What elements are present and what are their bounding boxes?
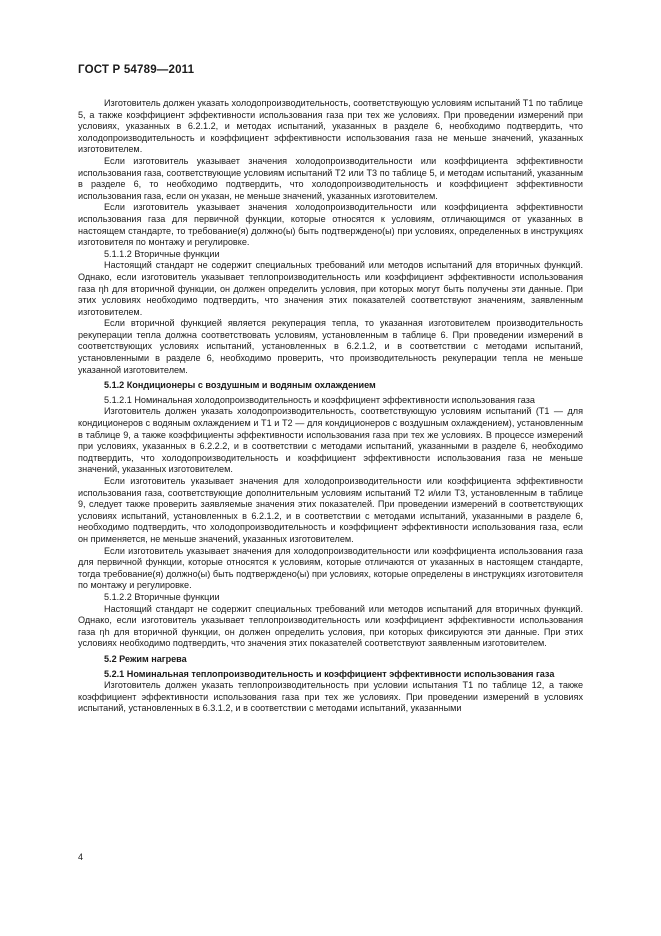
page-number: 4 [78, 852, 84, 862]
section-heading: 5.2.1 Номинальная теплопроизводительность и коэффициент эффективности использования газа [104, 668, 555, 679]
paragraph: Если вторичной функцией является рекуперация тепла, то указанная изготовителем производительность рекуперации тепла должна соответствовать условиям, установленным в таблице 6. При проведении измерений в соответствующих условиях испытаний, установленных в 6.2.1.2, и в соответствии с методами испытаний, установленными в разделе 6, необходимо проверить, что производительность рекуперации тепла не меньше указанной изготовителем. [78, 318, 583, 375]
subsection-heading: 5.1.1.2 Вторичные функции [104, 248, 220, 259]
section-heading: 5.1.2 Кондиционеры с воздушным и водяным охлаждением [104, 380, 376, 391]
paragraph: Если изготовитель указывает значения для холодопроизводительности или коэффициента эффективности использования газа, соответствующие дополнительным условиям испытаний Т2 и/или Т3, установленным в таблице 9, следует также проверить заявляемые значения этих показателей. При проведении измерений в соответствующих условиях испытаний, установленных в 6.2.1.2, и в соответствии с методами испытаний, указанными в разделе 6, необходимо подтвердить, что холодопроизводительность и коэффициент эффективности использования газа, если он применяется, не меньше значений, указанных изготовителем. [78, 476, 583, 544]
paragraph: Изготовитель должен указать теплопроизводительность при условии испытания Т1 по таблице 12, а также коэффициент эффективности использования газа при тех же условиях. При проведении измерений в условиях испытаний, установленных в 6.3.1.2, и в соответствии с методами испытаний, указанными [78, 680, 583, 714]
paragraph: Если изготовитель указывает значения для холодопроизводительности или коэффициента использования газа для первичной функции, которые относятся к условиям, которые отличаются от указанных в настоящем стандарте, тогда требование(я) должно(ы) быть подтверждено(ы) при условиях, которые определены в инструкциях изготовителя по монтажу и регулировке. [78, 545, 583, 591]
document-body [78, 98, 583, 715]
subsection-heading: 5.1.2.1 Номинальная холодопроизводительность и коэффициент эффективности использования газа [104, 394, 535, 405]
paragraph: Настоящий стандарт не содержит специальных требований или методов испытаний для вторичных функций. Однако, если изготовитель указывает теплопроизводительность или коэффициент эффективности использования газа ηh для вторичной функции, он должен определить условия, при которых фиксируются эти данные. При этих условиях необходимо подтвердить, что значения этих показателей соответствуют заявленным изготовителем. [78, 603, 583, 649]
document-header: ГОСТ Р 54789—2011 [78, 64, 195, 76]
subsection-heading: 5.1.2.2 Вторичные функции [104, 591, 220, 602]
section-heading: 5.2 Режим нагрева [104, 653, 187, 664]
paragraph: Изготовитель должен указать холодопроизводительность, соответствующую условиям испытаний Т1 по таблице 5, а также коэффициент эффективности использования газа при тех же условиях. При проведении измерений при условиях, указанных в 6.2.1.2, и методах испытаний, указанных в разделе 6, необходимо подтвердить, что холодопроизводительность и коэффициент эффективности использования газа не меньше значений, указанных изготовителем. [78, 98, 583, 155]
paragraph: Изготовитель должен указать холодопроизводительность, соответствующую условиям испытаний (Т1 — для кондиционеров с водяным охлаждением и Т1 и Т2 — для кондиционеров с воздушным охлаждением), установленным в таблице 9, а также коэффициенты эффективности использования газа при тех же условиях. В процессе измерений при условиях, указанных в 6.2.2.2, и в соответствии с методами испытаний, указанными в разделе 6, необходимо подтвердить, что холодопроизводительность и коэффициент эффективности использования газа не меньше значений, указанных изготовителем. [78, 406, 583, 475]
paragraph: Настоящий стандарт не содержит специальных требований или методов испытаний для вторичных функций. Однако, если изготовитель указывает теплопроизводительность или коэффициент эффективности использования газа ηh для вторичной функции, он должен определить условия, при которых могут быть получены эти данные. При этих условиях необходимо подтвердить, что значения этих показателей соответствуют значениям, заявленным изготовителем. [78, 260, 583, 317]
paragraph: Если изготовитель указывает значения холодопроизводительности или коэффициента эффективности использования газа для первичной функции, которые относятся к условиям, отличающимся от указанных в настоящем стандарте, то требование(я) должно(ы) быть подтверждено(ы) при условиях, определенных в инструкциях изготовителя по монтажу и регулировке. [78, 202, 583, 248]
document-page [78, 64, 583, 715]
paragraph: Если изготовитель указывает значения холодопроизводительности или коэффициента эффективности использования газа, соответствующие условиям испытаний Т2 или Т3 по таблице 5, и методам испытаний, указанным в разделе 6, то необходимо подтвердить, что холодопроизводительность и коэффициент эффективности использования газа, если он указан, не меньше значений, указанных изготовителем. [78, 155, 583, 201]
